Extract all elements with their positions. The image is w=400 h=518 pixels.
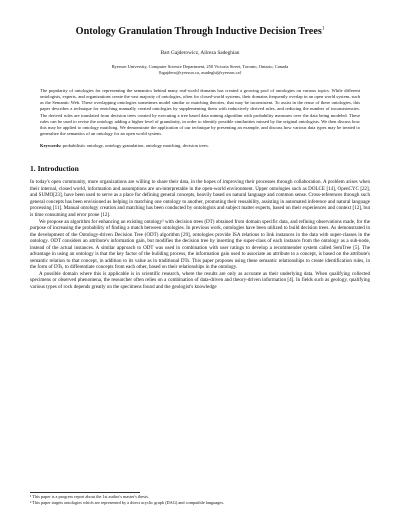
paper-title bbox=[30, 26, 370, 37]
title-text: Ontology Granulation Through Inductive Decision Trees bbox=[75, 26, 322, 37]
keywords-label: Keywords: bbox=[40, 143, 62, 149]
footnotes bbox=[30, 494, 370, 507]
section-heading: 1. Introduction bbox=[30, 164, 79, 174]
introduction-body bbox=[30, 179, 370, 290]
paragraph: A possible domain where this is applicable is in scientific research, where the results are only as accurate as their underlying data. When qualifying collected specimens or observed phenomena, the researcher often relies on a combination of data-driven and theory-driven information [4]. In fields such as geology, qualifying various types of rock depends greatly on the specimens found and the geologist's knowledge bbox=[30, 270, 370, 290]
author-list: Bart Gajderowicz, Alireza Sadeghian bbox=[160, 50, 240, 56]
keywords-text: probabilistic ontology, ontology granulation, ontology matching, decision trees. bbox=[62, 143, 209, 149]
keywords bbox=[40, 143, 360, 149]
paragraph: We propose an algorithm for enhancing an existing ontology² with decision trees (DT) obtained from domain specific data, and refining observations made, for the purpose of increasing the probability of finding a match between ontologies. In previous work, ontologies have been utilized to build decision trees. As demonstrated in the development of the Ontology-driven Decision Tree (ODT) algorithm [29], ontologies provide ISA relations to link instances in the data with super-classes in the ontology. ODT considers an attribute's information gain, but modifies the decision tree by inserting the super-class of each instance from the ontology as a sub-node, instead of the actual instances. A similar approach to ODT was used in combination with user ratings to develop a recommender system called SemTree [5]. The advantage in using an ontology is that the key factor of the building process, the information gain used to associate an attribute to a concept, is based on the attribute's semantic relation to that concept, in addition to its value as in traditional DTs. This paper proposes using these semantic relationships to create identification rules, in the form of DTs, to differentiate concepts from each other, based on their relationships in the ontology. bbox=[30, 218, 370, 271]
paragraph: In today's open community, more organizations are willing to share their data, in the hopes of improving their processes through collaboration. A problem arises when their internal, closed world, information and assumptions are un-interpretable in the open-world environment. Upper ontologies such as DOLCE [14], OpenCYC [22], and SUMO[23], have been used to serve as a place for defining general concepts, heavily based on natural language and common sense. Cross-references through such general concepts has been envisioned as helping in matching one ontology to another, promoting their reusability, assisting in automated inference and natural language processing [11]. Manual ontology creation and matching has been conducted by ontologists and subject matter experts, based on their experiences and context [12], but is time consuming and error prone [12]. bbox=[30, 179, 370, 218]
footnote: ² This paper targets ontologies which are represented by a direct acyclic graph (DAG) and compatible languages. bbox=[30, 500, 225, 506]
author-emails: {bgajdero@ryerson.ca, asadeghi@ryerson.ca} bbox=[158, 70, 242, 75]
affiliation bbox=[30, 64, 370, 76]
title-footnote-marker: 1 bbox=[321, 26, 325, 32]
affiliation-line: Ryerson University, Computer Science Department, 250 Victoria Street, Toronto, Ontario, Canada bbox=[111, 64, 289, 69]
abstract: The popularity of ontologies for representing the semantics behind many real-world domains has created a growing pool of ontologies on various topics. While different ontologists, experts, and organizations create the vast majority of ontologies, often for closed-world systems, their domains frequently overlap in an open world system, such as the Semantic Web. These overlapping ontologies sometimes model similar or matching theories, that may be inconsistent. To assist in the reuse of these ontologies, this paper describes a technique for enriching manually created ontologies by supplementing them with inductively derived rules, and reducing the number of inconsistencies. The derived rules are translated from decision trees created by executing a tree based data mining algorithm with probability measures over the data being modeled. These rules can be used to revise the ontology adding a higher level of granularity, in order to identify possible similarities missed by the original ontologists. We then discuss how this may be applied to ontology matching. We demonstrate the application of our technique by presenting an example, and discuss how various data types may be treated to generalize the semantics of an ontology for an open world system. bbox=[40, 88, 360, 137]
footnote-divider bbox=[30, 492, 140, 493]
footnote: ¹ This paper is a progress report about the 1st author's master's thesis. bbox=[30, 494, 149, 499]
